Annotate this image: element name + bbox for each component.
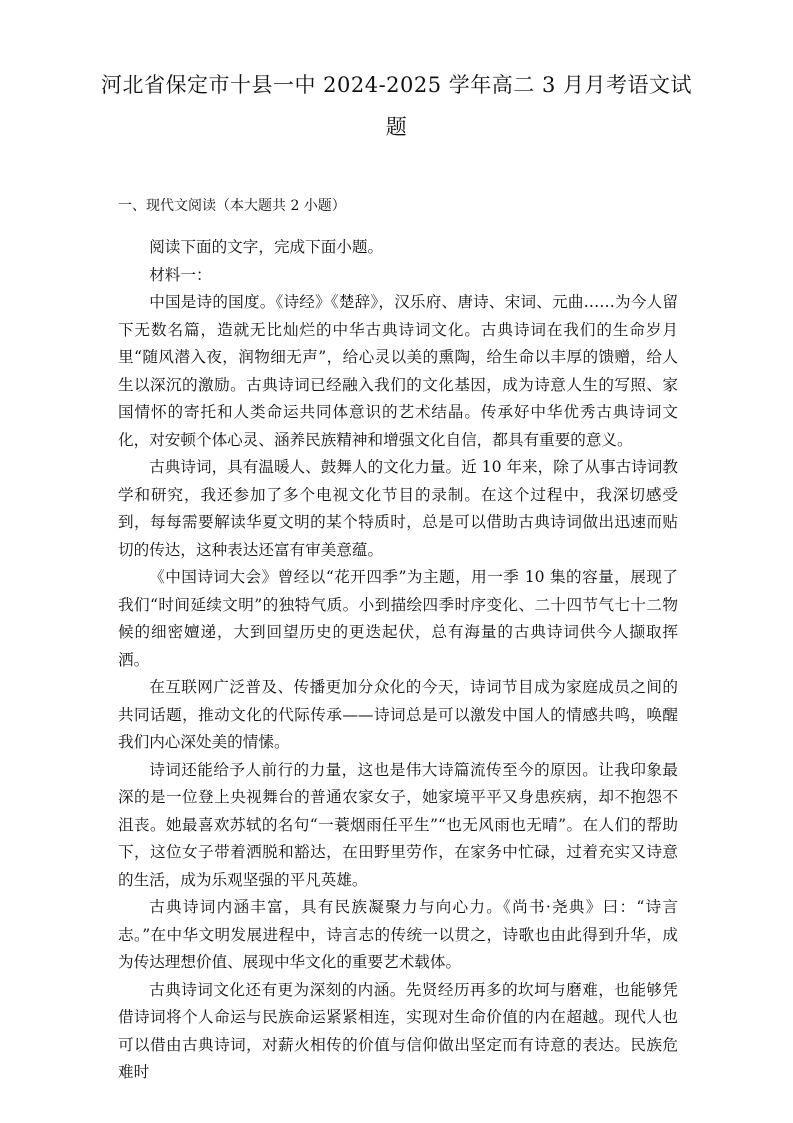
body-paragraph: 《中国诗词大会》曾经以“花开四季”为主题，用一季 10 集的容量，展现了我们“时间延续文明”的独特气质。小到描绘四季时序变化、二十四节气七十二物候的细密嬗递，大到回望历史的更迭起伏，总有海量的古典诗词供今人撷取挥洒。 [118,568,678,669]
body-paragraph: 古典诗词，具有温暖人、鼓舞人的文化力量。近 10 年来，除了从事古诗词教学和研究，我还参加了多个电视文化节目的录制。在这个过程中，我深切感受到，每每需要解读华夏文明的某个特质时，总是可以借助古典诗词做出迅速而贴切的传达，这种表达还富有审美意蕴。 [118,458,678,559]
document-title: 河北省保定市十县一中 2024-2025 学年高二 3 月月考语文试题 [100,73,693,139]
passage-body [118,234,678,1087]
section-heading: 一、现代文阅读（本大题共 2 小题） [118,198,346,214]
body-paragraph: 中国是诗的国度。《诗经》《楚辞》，汉乐府、唐诗、宋词、元曲……为今人留下无数名篇，造就无比灿烂的中华古典诗词文化。古典诗词在我们的生命岁月里“随风潜入夜，润物细无声”，给心灵以美的熏陶，给生命以丰厚的馈赠，给人生以深沉的激励。古典诗词已经融入我们的文化基因，成为诗意人生的写照、家国情怀的寄托和人类命运共同体意识的艺术结晶。传承好中华优秀古典诗词文化，对安顿个体心灵、涵养民族精神和增强文化自信，都具有重要的意义。 [118,293,678,449]
body-paragraph: 在互联网广泛普及、传播更加分众化的今天，诗词节目成为家庭成员之间的共同话题，推动文化的代际传承——诗词总是可以激发中国人的情感共鸣，唤醒我们内心深处美的情愫。 [118,678,678,751]
body-paragraph: 古典诗词内涵丰富，具有民族凝聚力与向心力。《尚书·尧典》曰：“诗言志。”在中华文明发展进程中，诗言志的传统一以贯之，诗歌也由此得到升华，成为传达理想价值、展现中华文化的重要艺术载体。 [118,898,678,971]
body-paragraph: 古典诗词文化还有更为深刻的内涵。先贤经历再多的坎坷与磨难，也能够凭借诗词将个人命运与民族命运紧紧相连，实现对生命价值的内在超越。现代人也可以借由古典诗词，对薪火相传的价值与信仰做出坚定而有诗意的表达。民族危难时 [118,980,678,1081]
material-label: 材料一： [149,265,212,284]
body-paragraph: 诗词还能给予人前行的力量，这也是伟大诗篇流传至今的原因。让我印象最深的是一位登上央视舞台的普通农家女子，她家境平平又身患疾病，却不抱怨不沮丧。她最喜欢苏轼的名句“一蓑烟雨任平生”“也无风雨也无晴”。在人们的帮助下，这位女子带着洒脱和豁达，在田野里劳作，在家务中忙碌，过着充实又诗意的生活，成为乐观坚强的平凡英雄。 [118,760,678,889]
instruction-paragraph: 阅读下面的文字，完成下面小题。 [149,238,384,256]
